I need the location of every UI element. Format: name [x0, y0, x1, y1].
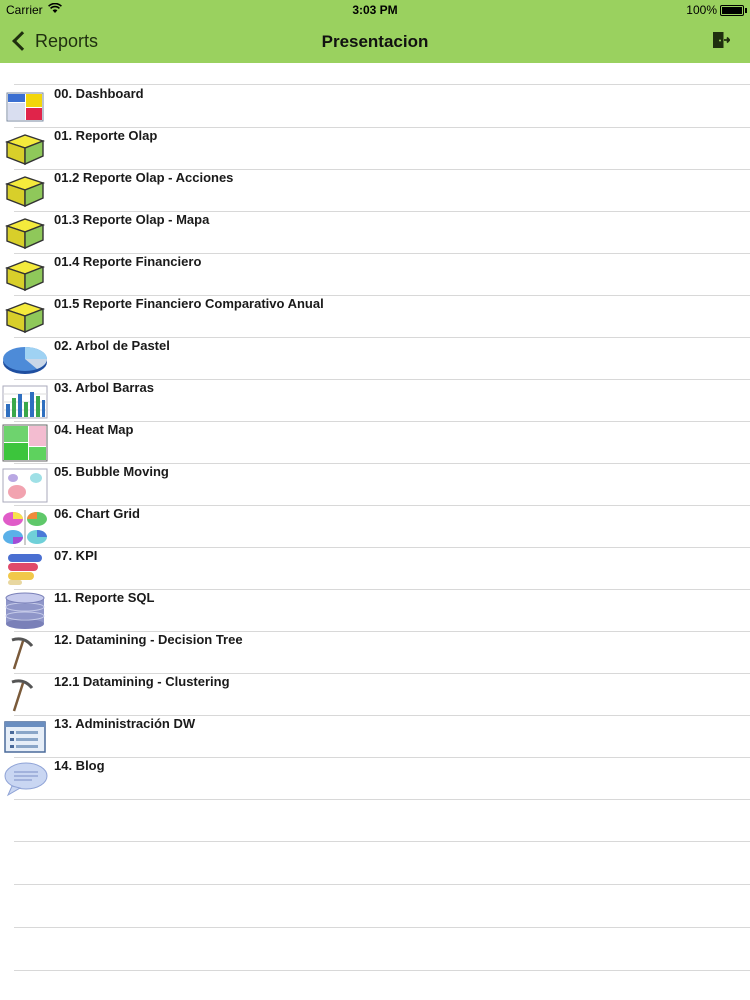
- list-item[interactable]: [0, 505, 750, 547]
- list-item-label: 00. Dashboard: [54, 86, 144, 101]
- list-item[interactable]: [0, 673, 750, 715]
- list-item-label: 01.2 Reporte Olap - Acciones: [54, 170, 234, 185]
- list-item-label: 14. Blog: [54, 758, 105, 773]
- status-bar: [0, 0, 750, 20]
- list-item-label: 12.1 Datamining - Clustering: [54, 674, 230, 689]
- pickaxe-icon: [2, 634, 48, 672]
- database-icon: [2, 592, 48, 630]
- bar-chart-icon: [2, 382, 48, 420]
- cube-icon: [2, 214, 48, 252]
- list-item[interactable]: [0, 337, 750, 379]
- list-item-label: 11. Reporte SQL: [54, 590, 155, 605]
- list-item[interactable]: [0, 169, 750, 211]
- exit-door-icon[interactable]: [710, 30, 730, 50]
- admin-panel-icon: [2, 718, 48, 756]
- battery-icon: [720, 5, 744, 16]
- list-item-label: 13. Administración DW: [54, 716, 196, 731]
- battery-percent: 100%: [686, 3, 717, 17]
- list-item-label: 01. Reporte Olap: [54, 128, 158, 143]
- cube-icon: [2, 172, 48, 210]
- pie-chart-icon: [2, 340, 48, 378]
- cube-icon: [2, 130, 48, 168]
- list-item[interactable]: [0, 211, 750, 253]
- kpi-icon: [2, 550, 48, 588]
- list-item-label: 07. KPI: [54, 548, 98, 563]
- back-button-label: Reports: [35, 30, 99, 51]
- list-item[interactable]: [0, 631, 750, 673]
- list-item-label: 01.3 Reporte Olap - Mapa: [54, 212, 210, 227]
- back-button[interactable]: [10, 28, 98, 54]
- list-item[interactable]: [0, 295, 750, 337]
- list-item[interactable]: [0, 715, 750, 757]
- list-item-label: 01.5 Reporte Financiero Comparativo Anual: [54, 296, 324, 311]
- list-item[interactable]: [0, 421, 750, 463]
- list-item-label: 02. Arbol de Pastel: [54, 338, 170, 353]
- list-item[interactable]: [0, 589, 750, 631]
- page-title: Presentacion: [321, 32, 429, 51]
- list-item[interactable]: [0, 379, 750, 421]
- heat-map-icon: [2, 424, 48, 462]
- list-item[interactable]: [0, 757, 750, 799]
- list-item-label: 01.4 Reporte Financiero: [54, 254, 202, 269]
- list-item-label: 05. Bubble Moving: [54, 464, 169, 479]
- empty-row: [14, 885, 750, 928]
- empty-row: [14, 799, 750, 842]
- list-item-label: 06. Chart Grid: [54, 506, 140, 521]
- list-item-label: 04. Heat Map: [54, 422, 134, 437]
- list-item[interactable]: [0, 127, 750, 169]
- list-top-divider: [14, 63, 750, 85]
- speech-bubble-icon: [2, 760, 48, 798]
- carrier-label: Carrier: [6, 3, 43, 17]
- clock: 3:03 PM: [352, 3, 398, 17]
- list-item[interactable]: [0, 547, 750, 589]
- list-item-label: 03. Arbol Barras: [54, 380, 154, 395]
- list-item[interactable]: [0, 85, 750, 127]
- list-item[interactable]: [0, 253, 750, 295]
- dashboard-icon: [2, 88, 48, 126]
- list-item-label: 12. Datamining - Decision Tree: [54, 632, 243, 647]
- pickaxe-icon: [2, 676, 48, 714]
- list-item[interactable]: [0, 463, 750, 505]
- navigation-bar: [0, 20, 750, 63]
- chart-grid-icon: [2, 508, 48, 546]
- empty-row: [14, 928, 750, 971]
- empty-row: [14, 842, 750, 885]
- cube-icon: [2, 298, 48, 336]
- cube-icon: [2, 256, 48, 294]
- row-divider: [14, 799, 750, 800]
- chevron-left-icon: [12, 31, 32, 51]
- report-list: [0, 63, 750, 971]
- bubble-chart-icon: [2, 466, 48, 504]
